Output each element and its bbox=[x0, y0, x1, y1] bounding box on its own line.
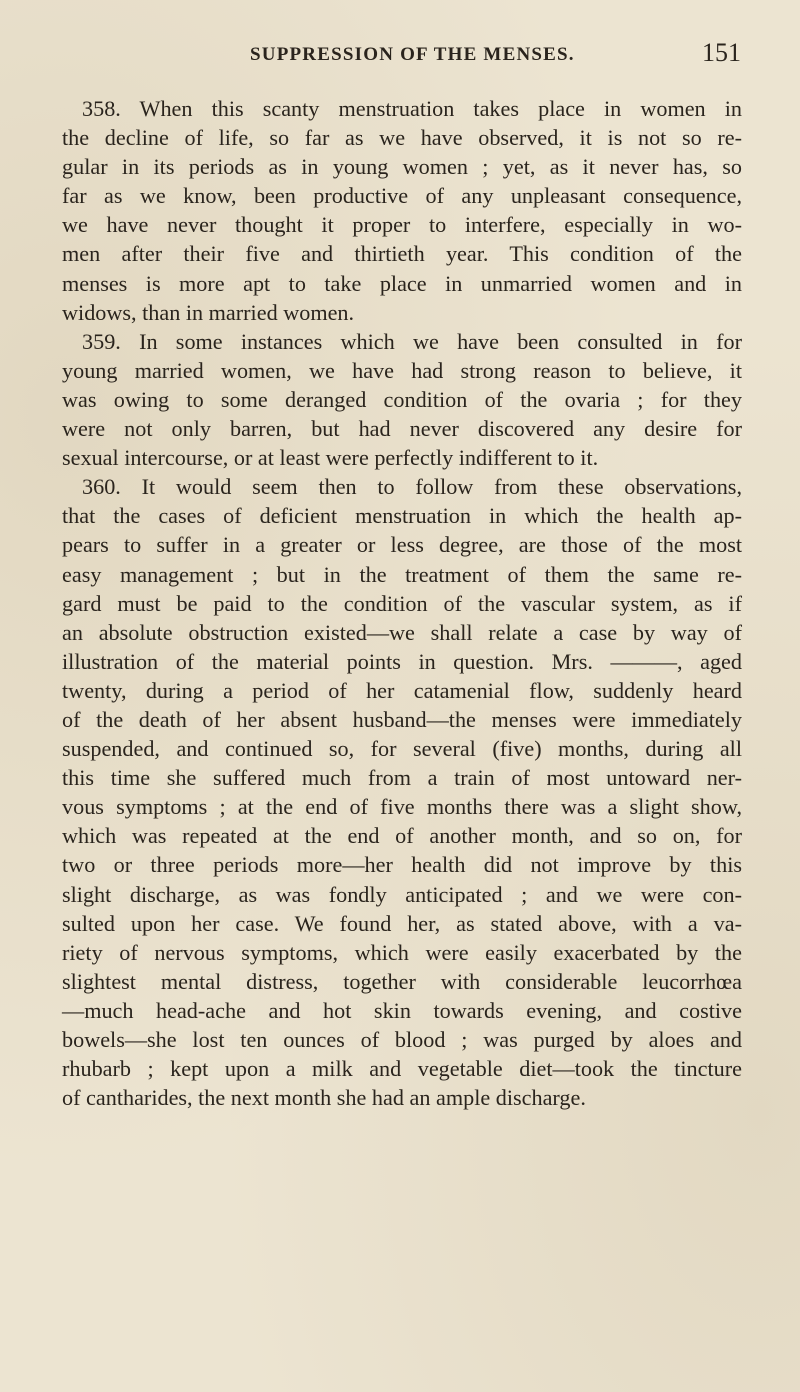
paragraph-360-line: 360. It would seem then to follow from these observations, bbox=[82, 474, 742, 500]
paragraph-360-line: pears to suffer in a greater or less degree, are those of the most bbox=[62, 532, 742, 558]
paragraph-360-line: of the death of her absent husband—the menses were immediately bbox=[62, 706, 742, 732]
paragraph-360-line: of cantharides, the next month she had an ample discharge. bbox=[62, 1085, 586, 1111]
paragraph-358-line: we have never thought it proper to interfere, especially in wo- bbox=[62, 212, 742, 238]
running-head: SUPPRESSION OF THE MENSES. bbox=[250, 44, 575, 65]
paragraph-358-line: gular in its periods as in young women ; yet, as it never has, so bbox=[62, 154, 742, 180]
paragraph-358-line: the decline of life, so far as we have observed, it is not so re- bbox=[62, 125, 742, 151]
paragraph-360-line: bowels—she lost ten ounces of blood ; was purged by aloes and bbox=[62, 1027, 742, 1052]
paragraph-360-line: which was repeated at the end of another month, and so on, for bbox=[62, 823, 742, 849]
paragraph-360-line: an absolute obstruction existed—we shall relate a case by way of bbox=[62, 619, 742, 645]
paragraph-359-line: were not only barren, but had never discovered any desire for bbox=[62, 416, 742, 442]
paragraph-360-line: gard must be paid to the condition of the vascular system, as if bbox=[62, 590, 742, 616]
paragraph-360-line: easy management ; but in the treatment of them the same re- bbox=[62, 561, 742, 587]
paragraph-360-line: illustration of the material points in question. Mrs. ———, aged bbox=[62, 648, 742, 674]
paragraph-360-line: two or three periods more—her health did not improve by this bbox=[62, 852, 742, 878]
paragraph-360-line: twenty, during a period of her catamenial flow, suddenly heard bbox=[62, 677, 742, 703]
paragraph-360-line: vous symptoms ; at the end of five months there was a slight show, bbox=[62, 794, 742, 820]
paragraph-360-line: —much head-ache and hot skin towards evening, and costive bbox=[62, 997, 742, 1023]
paragraph-360-line: slight discharge, as was fondly anticipated ; and we were con- bbox=[62, 881, 742, 907]
paragraph-358-line: 358. When this scanty menstruation takes place in women in bbox=[82, 96, 742, 121]
body-text bbox=[62, 94, 742, 1112]
paragraph-358-line: menses is more apt to take place in unmarried women and in bbox=[62, 270, 742, 296]
paragraph-359-line: young married women, we have had strong reason to believe, it bbox=[62, 357, 742, 383]
paragraph-360-line: suspended, and continued so, for several (five) months, during all bbox=[62, 736, 742, 762]
paragraph-360-line: rhubarb ; kept upon a milk and vegetable diet—took the tincture bbox=[62, 1056, 742, 1082]
paragraph-359-line: was owing to some deranged condition of the ovaria ; for they bbox=[62, 386, 742, 412]
paragraph-360-line: riety of nervous symptoms, which were easily exacerbated by the bbox=[62, 939, 742, 965]
paragraph-360-line: this time she suffered much from a train of most untoward ner- bbox=[62, 765, 742, 791]
paragraph-360-line: that the cases of deficient menstruation in which the health ap- bbox=[62, 503, 742, 529]
paragraph-360-line: sulted upon her case. We found her, as stated above, with a va- bbox=[62, 910, 742, 936]
paragraph-360-line: slightest mental distress, together with considerable leucorrhœa bbox=[62, 968, 742, 994]
paragraph-359-line: sexual intercourse, or at least were perfectly indifferent to it. bbox=[62, 445, 599, 471]
page-number: 151 bbox=[702, 38, 741, 67]
paragraph-358-line: men after their five and thirtieth year. This condition of the bbox=[62, 241, 742, 267]
paragraph-358-line: far as we know, been productive of any unpleasant consequence, bbox=[62, 183, 742, 209]
paragraph-359-line: 359. In some instances which we have been consulted in for bbox=[82, 328, 742, 354]
paragraph-358-line: widows, than in married women. bbox=[62, 299, 355, 325]
